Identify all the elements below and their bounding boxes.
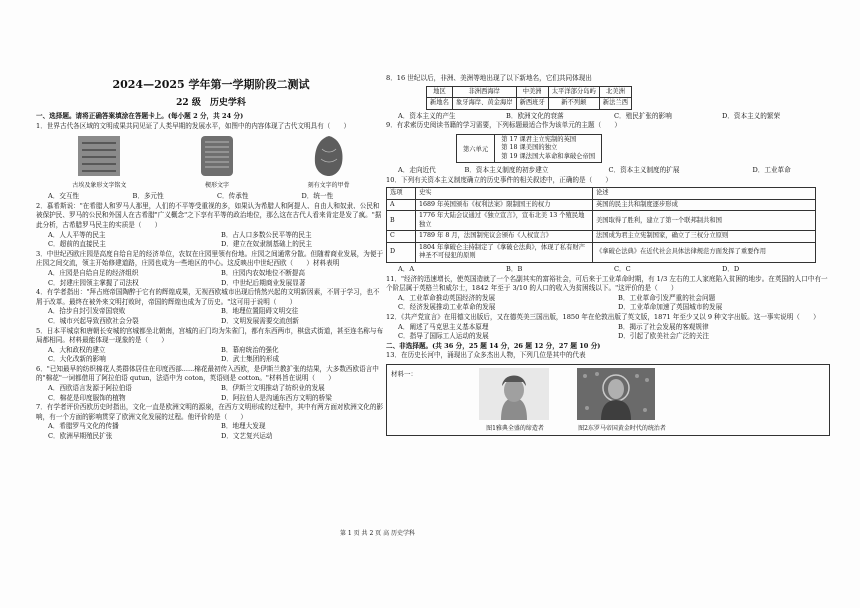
- q1-figure-2: [199, 135, 235, 190]
- q4-option-b[interactable]: B．地理位置阻碍文明交往: [221, 307, 299, 316]
- q9-stem: 9．有求索历史阅读书籍的学习需要，下列标题最适合作为该单元的主题（ ）: [386, 121, 621, 130]
- egyptian-inscription-image: [77, 135, 121, 177]
- q7-option-c[interactable]: C．欧洲早期殖民扩张: [48, 432, 113, 441]
- table-row: [427, 98, 632, 110]
- q8-option-d[interactable]: D．资本主义的繁荣: [722, 111, 781, 120]
- q9-option-d[interactable]: D．工业革命: [752, 166, 791, 175]
- pericles-bust-image: [479, 368, 549, 420]
- q10-option-c[interactable]: C．C: [614, 264, 631, 273]
- list-item: 第 18 课美国的独立: [501, 144, 558, 152]
- q3-option-d[interactable]: D．中世纪后期商业发展显著: [221, 278, 306, 287]
- table-cell: 《拿破仑法典》在近代社会具体法律规范方面发挥了重要作用: [593, 242, 816, 262]
- section-heading-choice: 一、选择题。请将正确答案填涂在答题卡上。(每小题 2 分，共 24 分): [36, 112, 244, 120]
- right-column: [386, 74, 830, 436]
- q1-options: [36, 192, 386, 202]
- q2-option-b[interactable]: B．占人口多数公民平等的民主: [221, 230, 312, 239]
- q5-option-c[interactable]: C．大化改新的影响: [48, 355, 106, 364]
- q1-figures: [36, 135, 386, 190]
- table-row: [387, 231, 816, 243]
- q5-option-b[interactable]: B．幕府统治的强化: [221, 345, 279, 354]
- table-cell: D: [387, 242, 416, 262]
- q9-lesson-list: [495, 134, 602, 164]
- q9-option-c[interactable]: C．资本主义制度的扩展: [608, 166, 680, 175]
- q9-option-a[interactable]: A．走向近代: [398, 166, 436, 175]
- q4-option-a[interactable]: A．拾步自封引发帝国衰败: [48, 307, 126, 316]
- q13-material-label: 材料一：: [391, 369, 417, 378]
- q1-option-b[interactable]: B．多元性: [132, 192, 164, 201]
- table-cell: 1804 年拿破仑主持制定了《拿破仑法典》，体现了私有财产神圣不可侵犯的原则: [416, 242, 593, 262]
- table-cell: 新不列颠: [548, 98, 599, 110]
- left-column: [36, 70, 386, 442]
- table-header: 史实: [416, 188, 593, 200]
- table-cell: 法国成为君主立宪制国家，确立了三权分立原则: [593, 231, 816, 243]
- q13-caption-2: 图2东罗马帝国黄金时代的统治者: [578, 424, 666, 432]
- q11-stem: 11．"经济的迅速增长，使英国造就了一个名副其实的富裕社会，可后来于工业革命时期，有 1/3 左右的工人家庭陷入贫困的地步。在英国的人口中有一个阶层属于英格兰和威尔士，1842 年至于 3/10 的人口的收入为贫困线以下。"这评价的是（ ）: [386, 274, 828, 293]
- table-cell: 新法兰西: [599, 98, 631, 110]
- q5-stem: 5．日本平城京和唐朝长安城的宫城都坐北朝南，宫城的正门均为朱雀门，都有东西两市，棋盘式街道，甚至连名称与布局都相同。材料最能体现一现象的是（ ）: [36, 326, 384, 345]
- q5-option-d[interactable]: D．武士集团的形成: [221, 355, 280, 364]
- q12-option-a[interactable]: A．阐述了马克思主义基本原理: [398, 322, 489, 331]
- q1-figure-2-caption: 楔形文字: [204, 182, 229, 190]
- table-row: [387, 199, 816, 211]
- table-row: [387, 211, 816, 231]
- q7-stem: 7．有学者评价西欧历史时指出，文化一直是欧洲文明的源泉，在西方文明形成的过程中，其中有两方面对欧洲文化的影响，有一个方面的影响贯穿了欧洲文化发展的过程。他评价的是（ ）: [36, 403, 384, 421]
- q9-unit-label: 第六单元: [456, 134, 495, 164]
- q10-option-a[interactable]: A．A: [398, 264, 415, 273]
- table-header: 论述: [593, 188, 816, 200]
- q6-option-c[interactable]: C．棉花是印度服饰的植物: [48, 393, 126, 402]
- list-item: 第 19 课法国大革命和拿破仑帝国: [501, 152, 596, 160]
- table-cell: 1789 年 8 月，法国制宪议会颁布《人权宣言》: [416, 231, 593, 243]
- table-row: [387, 242, 816, 262]
- q7-option-b[interactable]: B．地理大发现: [221, 422, 266, 431]
- table-row: [427, 86, 632, 98]
- page-footer: 第 1 页 共 2 页 高 历史学科: [340, 530, 415, 537]
- q8-option-b[interactable]: B．欧洲文化的衰落: [506, 111, 564, 120]
- q4-option-c[interactable]: C．城市兴起导致西欧社会分裂: [48, 316, 139, 325]
- q1-figure-1: [72, 135, 126, 190]
- q1-figure-3: [308, 135, 350, 190]
- q2-stem: 2．慕希斯说："在希腊人和罗马人那里，人们的不平等受重视的多，如果认为希腊人和阿提人、自由人和奴隶、公民和被保护民、罗马的公民和外国人在古希腊"广义概念"之下享有平等的政治地位，那么这在古代人看来肯定是发了疯。"据此分析，古希腊罗马民主的实质是（ ）: [36, 201, 382, 229]
- q11-option-c[interactable]: C．经济发展推动工业革命的发展: [398, 303, 496, 312]
- q13-caption-1: 图1雅典全盛的缔造者: [486, 424, 544, 432]
- q8-options: [386, 112, 830, 122]
- table-cell: 新地名: [427, 98, 453, 110]
- q6-options: [36, 384, 386, 403]
- q6-option-b[interactable]: B．伊斯兰文明推动了纺织业的发展: [221, 384, 325, 393]
- exam-subtitle: 22 级 历史学科: [176, 98, 246, 108]
- q10-options: [386, 265, 830, 275]
- q10-option-b[interactable]: B．B: [506, 264, 523, 273]
- q1-option-a[interactable]: A．交互性: [48, 192, 80, 201]
- q10-option-d[interactable]: D．D: [722, 264, 740, 273]
- q1-stem: 1．世界古代各区域的文明成果共同见证了人类早期的发展水平，如图中的内容体现了古代文明具有（ ）: [36, 121, 351, 130]
- q1-option-c[interactable]: C．传承性: [217, 192, 249, 201]
- table-cell: 非洲西海岸: [452, 86, 516, 98]
- q3-option-a[interactable]: A．庄园是自给自足的经济组织: [48, 268, 139, 277]
- q8-table: [426, 86, 632, 110]
- q12-stem: 12．《共产党宣言》在用德文出版后，又在德英美三国出版，1850 年在伦敦出版了英文版，1871 年至少又以 9 种文字出版。这一事实说明（ ）: [386, 312, 820, 321]
- q9-unit-box: [456, 134, 830, 164]
- q12-option-d[interactable]: D．引起了欧美社会广泛的关注: [618, 332, 710, 341]
- q3-option-b[interactable]: B．庄园内农奴地位不断提高: [221, 268, 305, 277]
- q11-option-d[interactable]: D．工业革命加速了英国城市的发展: [618, 303, 723, 312]
- table-cell: 北美洲: [599, 86, 631, 98]
- table-header-row: [387, 188, 816, 200]
- q11-option-b[interactable]: B．工业革命引发严重的社会问题: [618, 293, 716, 302]
- q8-stem: 8．16 世纪以后，非洲、美洲等地出现了以下新地名，它们共同体现出: [386, 74, 592, 82]
- q2-option-d[interactable]: D．建立在奴隶制基础上的民主: [221, 240, 313, 249]
- q9-option-b[interactable]: B．资本主义制度的初步建立: [464, 166, 549, 175]
- q12-options: [386, 323, 830, 342]
- table-cell: 1776 年大陆会议通过《独立宣言》，宣布北美 13 个殖民地独立: [416, 211, 593, 231]
- exam-title: 2024—2025 学年第一学期阶段二测试: [112, 78, 310, 91]
- table-cell: 地区: [427, 86, 453, 98]
- q3-stem: 3．中世纪西欧庄园是高度自给自足的经济单位，农奴在庄园里领有份地。庄园之间通常分散。但随着商业发展，为便于庄园之间交流，领主开始修建道路，庄园也成为一些地区的中心。这反映出中世纪西欧（ ）材料表明: [36, 249, 384, 268]
- q11-option-a[interactable]: A．工业革命推动英国经济的发展: [398, 293, 496, 302]
- q7-option-d[interactable]: D．文艺复兴运动: [221, 432, 273, 441]
- section-heading-nonchoice: 二、非选择题。(共 36 分，25 题 14 分，26 题 12 分，27 题 10 分): [386, 341, 601, 350]
- q8-option-a[interactable]: A．资本主义的产生: [398, 111, 456, 120]
- table-cell: B: [387, 211, 416, 231]
- table-cell: 中美洲: [516, 86, 548, 98]
- table-cell: 新西班牙: [516, 98, 548, 110]
- q1-option-d[interactable]: D．统一性: [301, 192, 334, 201]
- q2-options: [36, 231, 386, 250]
- table-header: 选项: [387, 188, 416, 200]
- q12-option-c[interactable]: C．指导了国际工人运动的发展: [398, 332, 489, 341]
- table-cell: 太平洋部分岛屿: [548, 86, 599, 98]
- q8-option-c[interactable]: C．殖民扩张的影响: [614, 111, 672, 120]
- q6-stem: 6．"已知最早的纺织棉花人类群体居住在印度西部......棉花最初传入西欧，是伊斯兰教扩张的结果，大多数西欧语言中的"棉花"一词都借用了阿拉伯语 qutun，法语中为 coton，英语则是 cotton。"材料旨在说明（ ）: [36, 364, 379, 383]
- oracle-bone-image: [312, 135, 346, 177]
- q4-options: [36, 307, 386, 326]
- q3-option-c[interactable]: C．封建庄园领主掌握了司法权: [48, 278, 139, 287]
- q2-option-c[interactable]: C．超前的直接民主: [48, 240, 106, 249]
- q4-stem: 4．有学者指出："拜占庭帝国陶醉于它有的辉煌成果，无视西欧城市出现后悄然兴起的文明新因素，不屑于学习，也不屑于改革。最终在被外来文明打败时，帝国的辉煌也成为了历史。"这可用于说明（ ）: [36, 288, 380, 306]
- q11-options: [386, 294, 830, 313]
- q9-options: [386, 166, 830, 176]
- q10-table: [386, 187, 816, 263]
- table-cell: A: [387, 199, 416, 211]
- q6-option-d[interactable]: D．阿拉伯人是沟通东西方文明的桥梁: [221, 393, 332, 402]
- q13-material-box: [386, 364, 830, 436]
- q5-options: [36, 346, 386, 365]
- q13-stem: 13．在历史长河中，涌现出了众多杰出人物，下列几位是其中的代表: [386, 351, 586, 360]
- q5-option-a[interactable]: A．大和政权的建立: [48, 345, 106, 354]
- table-cell: 英国的民主共和制度逐步形成: [593, 199, 816, 211]
- q10-stem: 10．下列有关资本主义制度确立的历史事件的相关叙述中，正确的是（ ）: [386, 175, 612, 184]
- justinian-mosaic-image: [577, 368, 655, 420]
- q7-options: [36, 422, 386, 441]
- q7-option-a[interactable]: A．希腊罗马文化的传播: [48, 422, 119, 431]
- q6-option-a[interactable]: A．西欧语言发源于阿拉伯语: [48, 384, 132, 393]
- table-cell: 象牙海岸、黄金海岸: [452, 98, 516, 110]
- q4-option-d[interactable]: D．文明发展需要交流创新: [221, 316, 299, 325]
- table-cell: 美国取得了胜利，建立了第一个联邦制共和国: [593, 211, 816, 231]
- q1-figure-3-caption: 刻有文字的甲骨: [307, 182, 350, 190]
- cuneiform-tablet-image: [199, 135, 235, 177]
- q1-figure-1-caption: 古埃及象形文字铭文: [72, 182, 127, 190]
- table-cell: C: [387, 231, 416, 243]
- q2-option-a[interactable]: A．人人平等的民主: [48, 230, 106, 239]
- q3-options: [36, 269, 386, 288]
- list-item: 第 17 课君主立宪制的英国: [501, 135, 577, 143]
- q12-option-b[interactable]: B．揭示了社会发展的客观规律: [618, 322, 709, 331]
- table-cell: 1689 年英国颁布《权利法案》限制国王的权力: [416, 199, 593, 211]
